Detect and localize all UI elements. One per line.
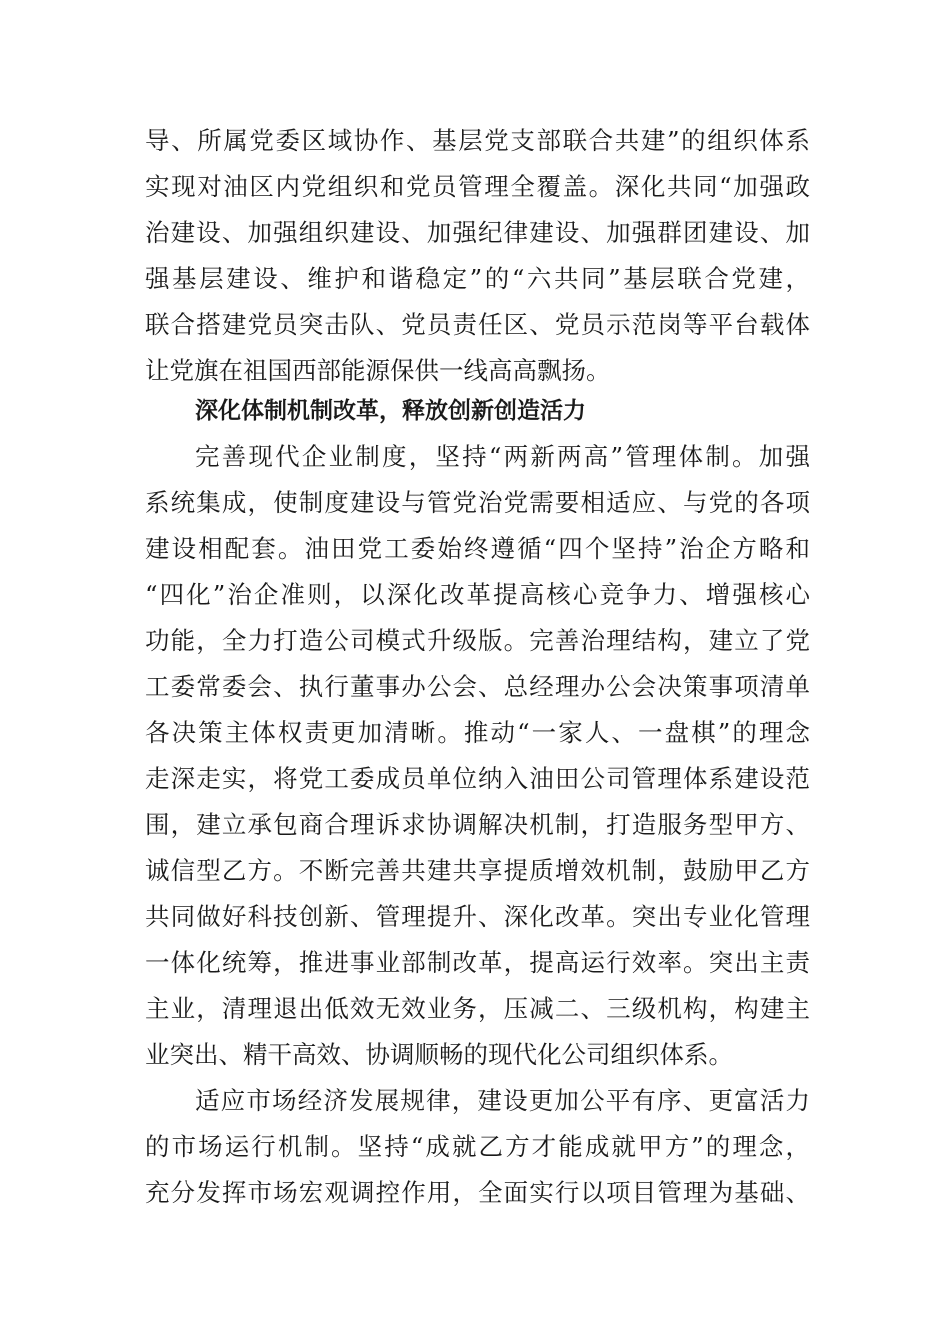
paragraph-2-line-11: 共同做好科技创新、管理提升、深化改革。突出专业化管理 bbox=[145, 902, 810, 931]
paragraph-2-line-1: 完善现代企业制度，坚持“两新两高”管理体制。加强 bbox=[195, 442, 810, 471]
paragraph-2-line-12: 一体化统筹，推进事业部制改革，提高运行效率。突出主责 bbox=[145, 948, 810, 977]
paragraph-1-line-3: 治建设、加强组织建设、加强纪律建设、加强群团建设、加 bbox=[145, 218, 810, 247]
paragraph-3-line-1: 适应市场经济发展规律，建设更加公平有序、更富活力 bbox=[195, 1086, 810, 1115]
paragraph-1-line-2: 实现对油区内党组织和党员管理全覆盖。深化共同“加强政 bbox=[145, 172, 810, 201]
paragraph-2-line-9: 围，建立承包商合理诉求协调解决机制，打造服务型甲方、 bbox=[145, 810, 810, 839]
paragraph-3-line-3: 充分发挥市场宏观调控作用，全面实行以项目管理为基础、 bbox=[145, 1178, 810, 1207]
paragraph-2-line-2: 系统集成，使制度建设与管党治党需要相适应、与党的各项 bbox=[145, 488, 810, 517]
paragraph-2-line-3: 建设相配套。油田党工委始终遵循“四个坚持”治企方略和 bbox=[145, 534, 810, 563]
paragraph-1-line-4: 强基层建设、维护和谐稳定”的“六共同”基层联合党建， bbox=[145, 264, 810, 293]
paragraph-3-line-2: 的市场运行机制。坚持“成就乙方才能成就甲方”的理念， bbox=[145, 1132, 810, 1161]
paragraph-2-line-10: 诚信型乙方。不断完善共建共享提质增效机制，鼓励甲乙方 bbox=[145, 856, 810, 885]
paragraph-2-line-6: 工委常委会、执行董事办公会、总经理办公会决策事项清单 bbox=[145, 672, 810, 701]
paragraph-2-line-8: 走深走实，将党工委成员单位纳入油田公司管理体系建设范 bbox=[145, 764, 810, 793]
paragraph-2-line-7: 各决策主体权责更加清晰。推动“一家人、一盘棋”的理念 bbox=[145, 718, 810, 747]
section-heading: 深化体制机制改革，释放创新创造活力 bbox=[195, 398, 586, 424]
paragraph-1-line-6: 让党旗在祖国西部能源保供一线高高飘扬。 bbox=[145, 356, 611, 385]
paragraph-2-line-14: 业突出、精干高效、协调顺畅的现代化公司组织体系。 bbox=[145, 1040, 733, 1069]
paragraph-2-line-13: 主业，清理退出低效无效业务，压减二、三级机构，构建主 bbox=[145, 994, 810, 1023]
paragraph-1-line-5: 联合搭建党员突击队、党员责任区、党员示范岗等平台载体 bbox=[145, 310, 810, 339]
paragraph-2-line-5: 功能，全力打造公司模式升级版。完善治理结构，建立了党 bbox=[145, 626, 810, 655]
paragraph-1-line-1: 导、所属党委区域协作、基层党支部联合共建”的组织体系 bbox=[145, 126, 810, 155]
paragraph-2-line-4: “四化”治企准则，以深化改革提高核心竞争力、增强核心 bbox=[145, 580, 810, 609]
